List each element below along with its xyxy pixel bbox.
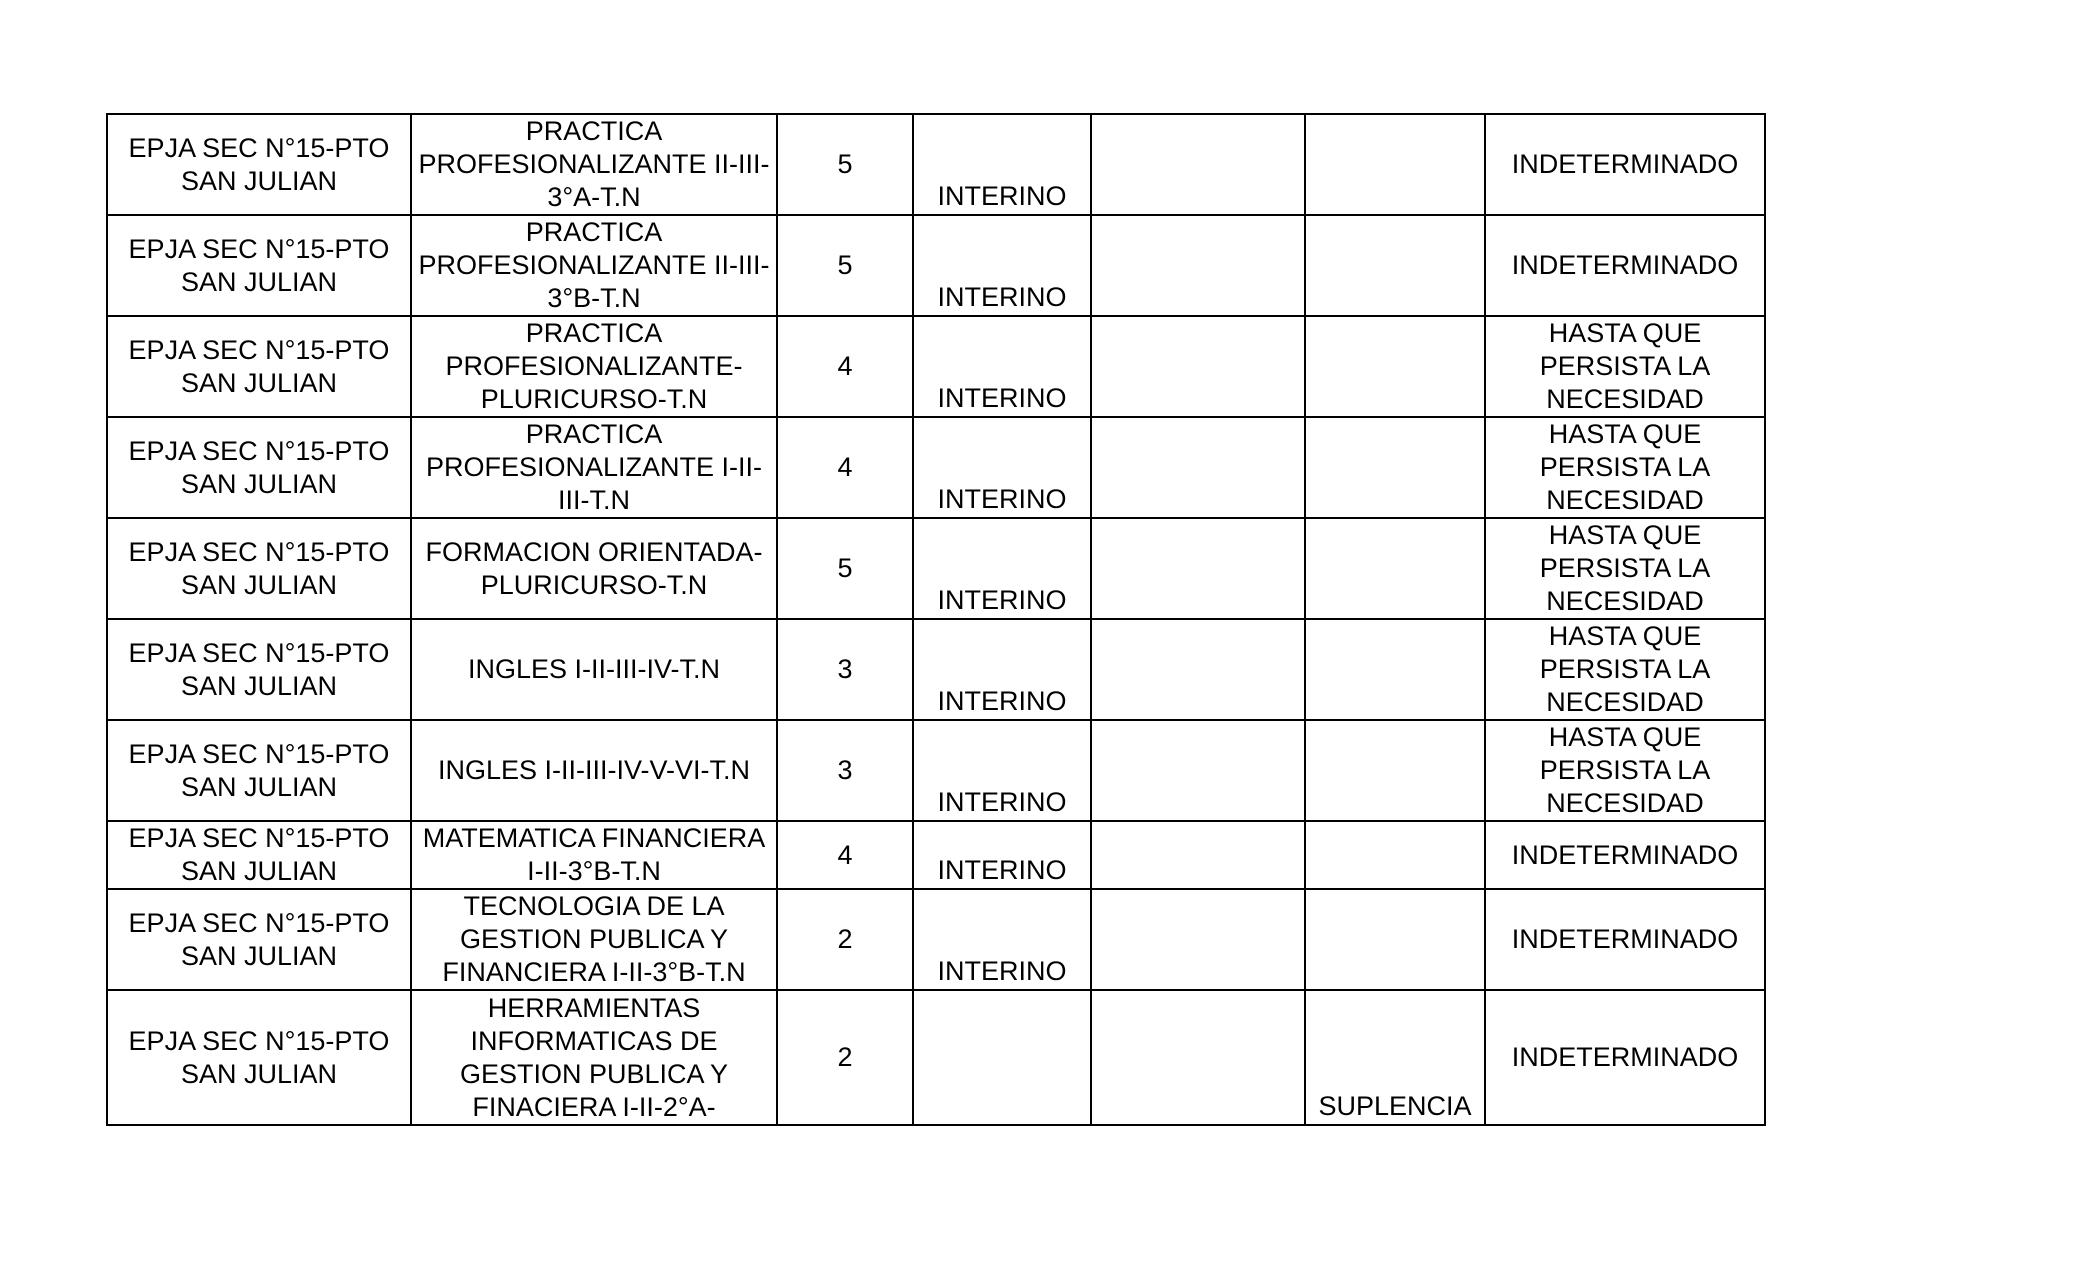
suplencia-cell [1305,316,1485,417]
school-cell [107,215,411,316]
duration-line: PERSISTA LA [1539,452,1711,482]
table-row [107,821,1765,889]
suplencia-cell [1305,215,1485,316]
table-row [107,889,1765,990]
school-line: SAN JULIAN [180,367,338,398]
suplencia-cell [1305,518,1485,619]
table-row [107,316,1765,417]
interino-cell: INTERINO [913,518,1091,619]
subject-line: FINANCIERA I-II-3°B-T.N [442,957,746,987]
school-line: SAN JULIAN [180,569,338,600]
subject-line: GESTION PUBLICA Y [459,1058,729,1089]
duration-line: INDETERMINADO [1511,1042,1739,1072]
positions-table [106,113,1766,1126]
table-row [107,518,1765,619]
school-line: EPJA SEC N°15-PTO [128,823,390,853]
school-line: SAN JULIAN [180,468,338,499]
suplencia-cell [1305,619,1485,720]
suplencia-cell: SUPLENCIA [1305,990,1485,1125]
suplencia-cell [1305,889,1485,990]
duration-line: PERSISTA LA [1539,553,1711,583]
empty-cell [1091,114,1305,215]
subject-line: PROFESIONALIZANTE I-II- [425,452,763,482]
interino-cell: INTERINO [913,316,1091,417]
subject-line: PROFESIONALIZANTE II-III- [418,250,770,280]
duration-cell [1485,889,1765,990]
interino-cell: INTERINO [913,619,1091,720]
empty-cell [1091,417,1305,518]
subject-line: INGLES I-II-III-IV-T.N [467,654,721,684]
school-cell [107,316,411,417]
school-line: EPJA SEC N°15-PTO [128,132,390,163]
subject-cell [411,518,777,619]
school-cell [107,889,411,990]
duration-cell [1485,518,1765,619]
subject-line: 3°B-T.N [547,283,641,313]
subject-line: INGLES I-II-III-IV-V-VI-T.N [437,755,751,785]
subject-line: GESTION PUBLICA Y [459,924,729,954]
subject-cell [411,114,777,215]
table-row [107,417,1765,518]
school-line: EPJA SEC N°15-PTO [128,1025,390,1056]
hours-cell: 2 [777,889,913,990]
school-cell [107,417,411,518]
school-line: SAN JULIAN [180,771,338,802]
duration-line: PERSISTA LA [1539,755,1711,785]
suplencia-cell [1305,417,1485,518]
duration-line: NECESIDAD [1546,485,1704,515]
duration-line: HASTA QUE [1548,722,1702,752]
subject-cell [411,990,777,1125]
subject-line: PROFESIONALIZANTE II-III- [418,149,770,179]
suplencia-cell [1305,720,1485,821]
duration-line: PERSISTA LA [1539,351,1711,381]
duration-cell [1485,417,1765,518]
duration-line: HASTA QUE [1548,520,1702,550]
subject-cell [411,417,777,518]
duration-line: INDETERMINADO [1511,839,1739,870]
school-line: EPJA SEC N°15-PTO [128,334,390,365]
table-row [107,619,1765,720]
table-row [107,990,1765,1125]
interino-cell: INTERINO [913,889,1091,990]
duration-line: INDETERMINADO [1511,924,1739,954]
interino-cell: INTERINO [913,417,1091,518]
hours-cell: 4 [777,821,913,889]
empty-cell [1091,889,1305,990]
subject-cell [411,889,777,990]
empty-cell [1091,720,1305,821]
school-line: SAN JULIAN [180,165,338,196]
school-line: EPJA SEC N°15-PTO [128,907,390,938]
school-line: EPJA SEC N°15-PTO [128,536,390,567]
school-line: SAN JULIAN [180,940,338,971]
subject-line: I-II-3°B-T.N [527,856,661,886]
subject-line: PRACTICA [525,419,663,449]
hours-cell: 5 [777,518,913,619]
subject-line: HERRAMIENTAS [487,992,701,1023]
subject-line: PRACTICA [525,116,663,146]
empty-cell [1091,518,1305,619]
hours-cell: 5 [777,215,913,316]
school-cell [107,518,411,619]
school-line: EPJA SEC N°15-PTO [128,637,390,668]
table-row [107,114,1765,215]
duration-line: HASTA QUE [1548,419,1702,449]
interino-cell: INTERINO [913,720,1091,821]
school-line: SAN JULIAN [180,1058,338,1089]
interino-cell: INTERINO [913,114,1091,215]
suplencia-cell [1305,114,1485,215]
subject-line: MATEMATICA FINANCIERA [422,823,766,853]
duration-line: HASTA QUE [1548,318,1702,348]
duration-line: NECESIDAD [1546,384,1704,414]
hours-cell: 4 [777,316,913,417]
duration-line: INDETERMINADO [1511,149,1739,179]
subject-line: III-T.N [558,485,630,515]
table-row [107,215,1765,316]
subject-cell [411,619,777,720]
empty-cell [1091,215,1305,316]
duration-line: HASTA QUE [1548,621,1702,651]
subject-line: PLURICURSO-T.N [480,384,708,414]
hours-cell: 2 [777,990,913,1125]
subject-cell [411,215,777,316]
subject-line: FINACIERA I-II-2°A- [472,1091,716,1122]
subject-cell [411,821,777,889]
interino-cell [913,990,1091,1125]
duration-line: NECESIDAD [1546,788,1704,818]
duration-cell [1485,114,1765,215]
school-cell [107,619,411,720]
interino-cell: INTERINO [913,821,1091,889]
duration-line: NECESIDAD [1546,586,1704,616]
duration-line: PERSISTA LA [1539,654,1711,684]
hours-cell: 4 [777,417,913,518]
subject-cell [411,316,777,417]
duration-line: NECESIDAD [1546,687,1704,717]
interino-cell: INTERINO [913,215,1091,316]
school-cell [107,720,411,821]
hours-cell: 3 [777,720,913,821]
positions-table-body [107,114,1765,1125]
duration-cell [1485,821,1765,889]
duration-cell [1485,619,1765,720]
hours-cell: 3 [777,619,913,720]
duration-line: INDETERMINADO [1511,250,1739,280]
subject-line: PRACTICA [525,217,663,247]
subject-line: PROFESIONALIZANTE- [445,351,743,381]
suplencia-cell [1305,821,1485,889]
duration-cell [1485,720,1765,821]
subject-line: FORMACION ORIENTADA- [425,536,763,567]
empty-cell [1091,316,1305,417]
duration-cell [1485,990,1765,1125]
subject-line: INFORMATICAS DE [470,1025,718,1056]
school-line: SAN JULIAN [180,856,338,886]
duration-cell [1485,215,1765,316]
school-cell [107,114,411,215]
school-line: SAN JULIAN [180,266,338,297]
hours-cell: 5 [777,114,913,215]
subject-line: 3°A-T.N [547,182,641,212]
duration-cell [1485,316,1765,417]
school-line: SAN JULIAN [180,670,338,701]
table-row [107,720,1765,821]
subject-line: PLURICURSO-T.N [480,569,708,600]
school-line: EPJA SEC N°15-PTO [128,233,390,264]
subject-line: PRACTICA [525,318,663,348]
school-cell [107,821,411,889]
subject-line: TECNOLOGIA DE LA [463,891,725,921]
subject-cell [411,720,777,821]
empty-cell [1091,821,1305,889]
school-line: EPJA SEC N°15-PTO [128,738,390,769]
empty-cell [1091,619,1305,720]
school-cell [107,990,411,1125]
empty-cell [1091,990,1305,1125]
school-line: EPJA SEC N°15-PTO [128,435,390,466]
